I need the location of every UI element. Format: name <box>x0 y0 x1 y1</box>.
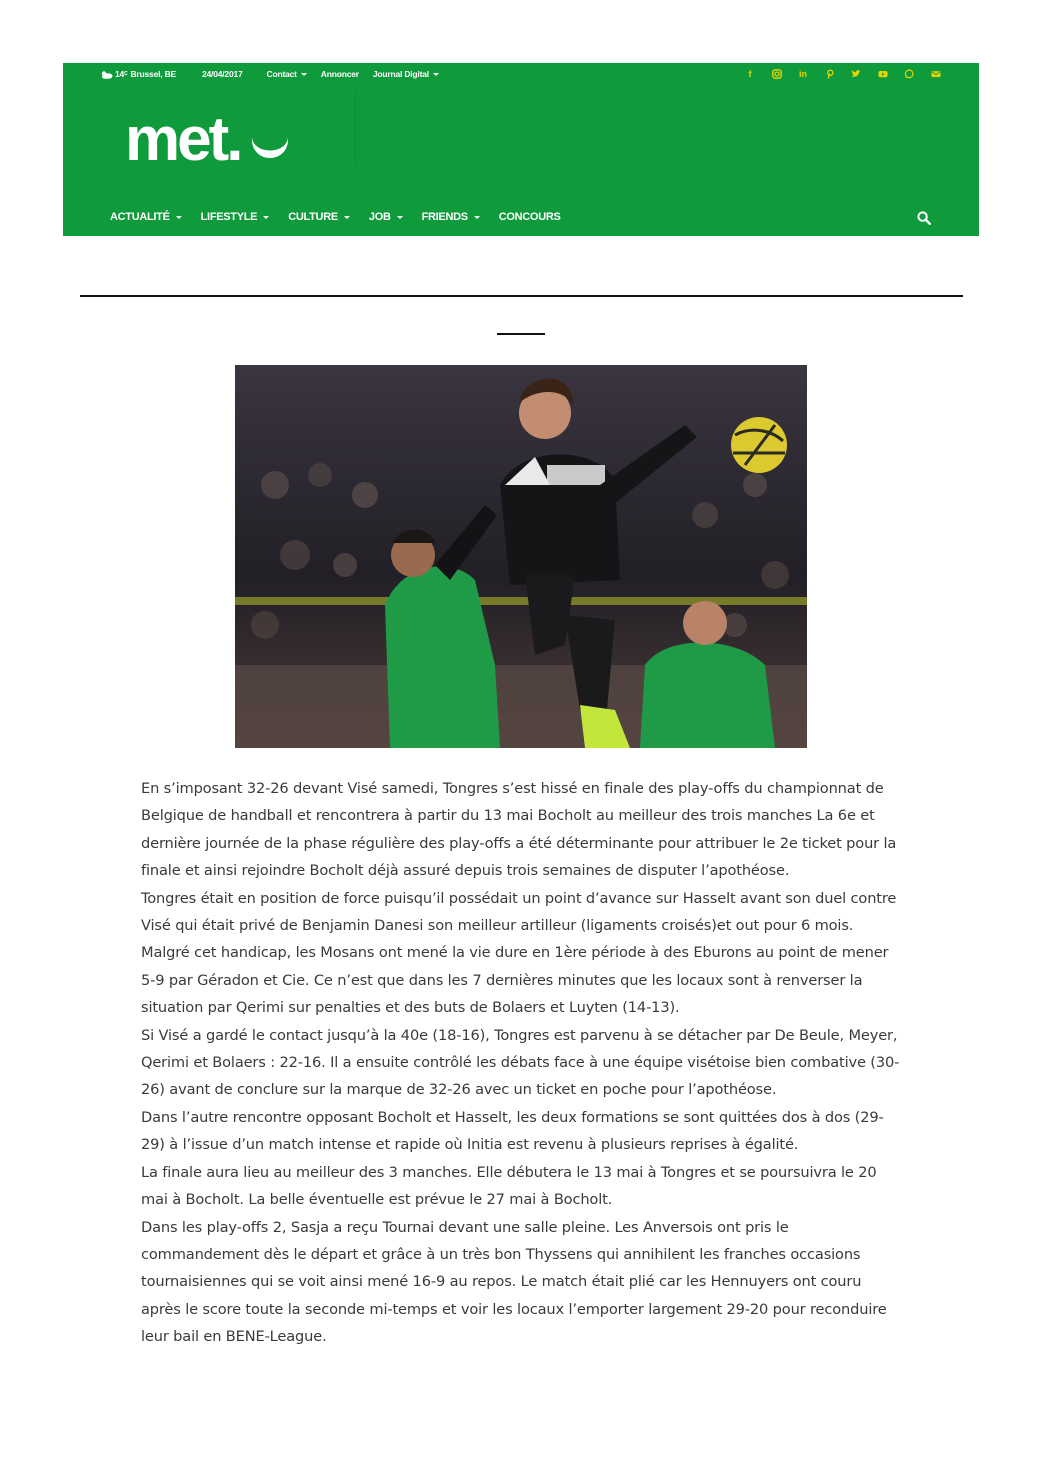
nav-item-actualite[interactable]: ACTUALITÉ <box>110 211 182 223</box>
location: Brussel, BE <box>130 69 176 79</box>
temperature-unit: C <box>124 71 128 77</box>
social-links <box>744 68 956 80</box>
twitter-icon[interactable] <box>850 68 862 80</box>
logo-divider <box>355 93 356 165</box>
chevron-down-icon <box>176 216 182 219</box>
title-divider <box>80 295 963 297</box>
top-bar <box>63 63 979 85</box>
site-logo[interactable]: met. <box>125 107 292 173</box>
chevron-down-icon <box>344 216 350 219</box>
chevron-down-icon <box>474 216 480 219</box>
handball-photo-illustration <box>235 365 807 748</box>
chevron-down-icon <box>301 73 307 76</box>
subtitle-divider <box>497 333 545 335</box>
nav-item-concours[interactable]: CONCOURS <box>498 211 561 223</box>
topbar-link-journal-digital[interactable]: Journal Digital <box>373 69 439 79</box>
chevron-down-icon <box>263 216 269 219</box>
nav-item-job[interactable]: JOB <box>369 211 403 223</box>
date: 24/04/2017 <box>202 69 243 79</box>
article-body <box>141 775 901 1351</box>
chevron-down-icon <box>397 216 403 219</box>
article-paragraph: Dans les play-offs 2, Sasja a reçu Tournai devant une salle pleine. Les Anversois ont pris le commandement dès le départ et grâce à un très bon Thyssens qui annihilent les franches occasions tournaisiennes qui se voit ainsi mené 16-9 au repos. Le match était plié car les Hennuyers ont couru après le score toute la seconde mi-temps et voir les locaux l’emporter largement 29-20 pour reconduire leur bail en BENE-League. <box>141 1218 887 1346</box>
cloud-sun-icon <box>100 70 113 79</box>
search-icon[interactable] <box>917 211 931 225</box>
topbar-link-contact[interactable]: Contact <box>267 69 307 79</box>
article-paragraph: Tongres était en position de force puisqu’il possédait un point d’avance sur Hasselt avant son duel contre Visé qui était privé de Benjamin Danesi son meilleur artilleur (ligaments croisés)et out pour 6 mois. Malgré cet handicap, les Mosans ont mené la vie dure en 1ère période à des Eburons au point de mener 5-9 par Géradon et Cie. Ce n’est que dans les 7 dernières minutes que les locaux sont à renverser la situation par Qerimi sur penalties et des buts de Bolaers et Luyten (14-13). <box>141 889 897 1017</box>
whatsapp-icon[interactable] <box>903 68 915 80</box>
youtube-icon[interactable] <box>877 68 889 80</box>
article-paragraph: En s’imposant 32-26 devant Visé samedi, Tongres s’est hissé en finale des play-offs du championnat de Belgique de handball et rencontrera à partir du 13 mai Bocholt au meilleur des trois manches La 6e et dernière journée de la phase régulière des play-offs a été déterminante pour attribuer le 2e ticket pour la finale et ainsi rejoindre Bocholt déjà assuré depuis trois semaines de disputer l’apothéose. <box>141 780 897 880</box>
facebook-icon[interactable]: f <box>748 69 752 79</box>
article-paragraph: Dans l’autre rencontre opposant Bocholt et Hasselt, les deux formations se sont quittées dos à dos (29-29) à l’issue d’un match intense et rapide où Initia est revenu à plusieurs reprises à égalité. <box>141 1108 884 1154</box>
topbar-link-annoncer[interactable]: Annoncer <box>320 69 359 79</box>
logo-mark-icon <box>248 131 292 165</box>
site-header <box>63 63 979 236</box>
instagram-icon[interactable] <box>771 68 783 80</box>
article-paragraph: Si Visé a gardé le contact jusqu’à la 40e (18-16), Tongres est parvenu à se détacher par De Beule, Meyer, Qerimi et Bolaers : 22-16. Il a ensuite contrôlé les débats face à une équipe visétoise bien combative (30-26) avant de conclure sur la marque de 32-26 avec un ticket en poche pour l’apothéose. <box>141 1026 900 1099</box>
chevron-down-icon <box>433 73 439 76</box>
nav-item-lifestyle[interactable]: LIFESTYLE <box>201 211 270 223</box>
temperature: 14 <box>115 69 125 79</box>
nav-item-culture[interactable]: CULTURE <box>288 211 350 223</box>
main-nav <box>110 211 580 223</box>
nav-item-friends[interactable]: FRIENDS <box>422 211 480 223</box>
article-photo <box>235 365 807 748</box>
article-paragraph: La finale aura lieu au meilleur des 3 manches. Elle débutera le 13 mai à Tongres et se poursuivra le 20 mai à Bocholt. La belle éventuelle est prévue le 27 mai à Bocholt. <box>141 1163 877 1209</box>
pinterest-icon[interactable] <box>824 68 836 80</box>
mail-icon[interactable] <box>930 68 942 80</box>
linkedin-icon[interactable]: in <box>799 69 807 79</box>
weather-widget <box>100 69 176 79</box>
